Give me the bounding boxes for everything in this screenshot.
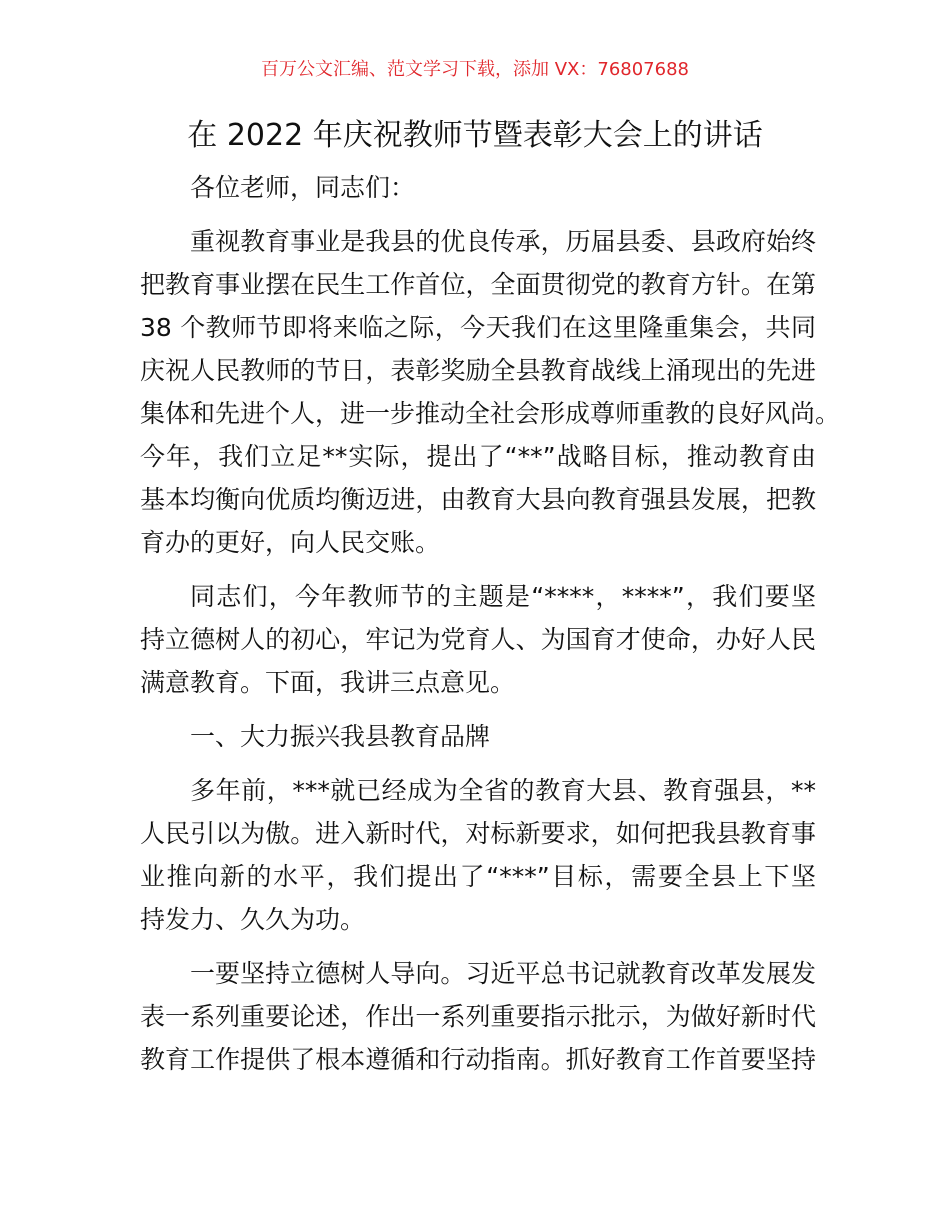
paragraph-line: 集体和先进个人，进一步推动全社会形成尊师重教的良好风尚。 — [140, 399, 841, 428]
paragraph-line: 业推向新的水平，我们提出了“***”目标，需要全县上下坚 — [140, 862, 816, 891]
paragraph-line: 庆祝人民教师的节日，表彰奖励全县教育战线上涌现出的先进 — [140, 356, 816, 385]
paragraph-line: 表一系列重要论述，作出一系列重要指示批示，为做好新时代 — [140, 1002, 816, 1031]
paragraph-line: 重视教育事业是我县的优良传承，历届县委、县政府始终 — [190, 227, 816, 256]
paragraph-line: 把教育事业摆在民生工作首位，全面贯彻党的教育方针。在第 — [140, 270, 816, 299]
paragraph — [140, 715, 816, 758]
paragraph-line: 育办的更好，向人民交账。 — [140, 528, 441, 557]
paragraph — [140, 769, 816, 941]
paragraph-line: 持立德树人的初心，牢记为党育人、为国育才使命，办好人民 — [140, 625, 816, 654]
paragraph — [140, 952, 816, 1081]
paragraph-line: 教育工作提供了根本遵循和行动指南。抓好教育工作首要坚持 — [140, 1045, 816, 1074]
paragraph-line: 持发力、久久为功。 — [140, 905, 366, 934]
paragraph-line: 同志们，今年教师节的主题是“****，****”，我们要坚 — [190, 582, 816, 611]
paragraph — [140, 220, 841, 564]
paragraph-line: 一、大力振兴我县教育品牌 — [190, 722, 491, 751]
paragraph-line: 今年，我们立足**实际，提出了“**”战略目标，推动教育由 — [140, 442, 816, 471]
paragraph-line: 一要坚持立德树人导向。习近平总书记就教育改革发展发 — [190, 959, 816, 988]
paragraph — [140, 575, 816, 704]
document-title: 在 2022 年庆祝教师节暨表彰大会上的讲话 — [187, 118, 763, 153]
paragraph-line: 38 个教师节即将来临之际，今天我们在这里隆重集会，共同 — [140, 313, 816, 342]
paragraph-line: 多年前，***就已经成为全省的教育大县、教育强县，** — [190, 776, 816, 805]
watermark-header: 百万公文汇编、范文学习下载，添加 VX：76807688 — [261, 59, 689, 80]
paragraph-line: 满意教育。下面，我讲三点意见。 — [140, 668, 516, 697]
paragraph-line: 基本均衡向优质均衡迈进，由教育大县向教育强县发展，把教 — [140, 485, 816, 514]
paragraph-line: 各位老师，同志们： — [190, 173, 416, 202]
paragraph-line: 人民引以为傲。进入新时代，对标新要求，如何把我县教育事 — [140, 819, 816, 848]
document-body — [140, 166, 841, 1092]
paragraph — [140, 166, 816, 209]
